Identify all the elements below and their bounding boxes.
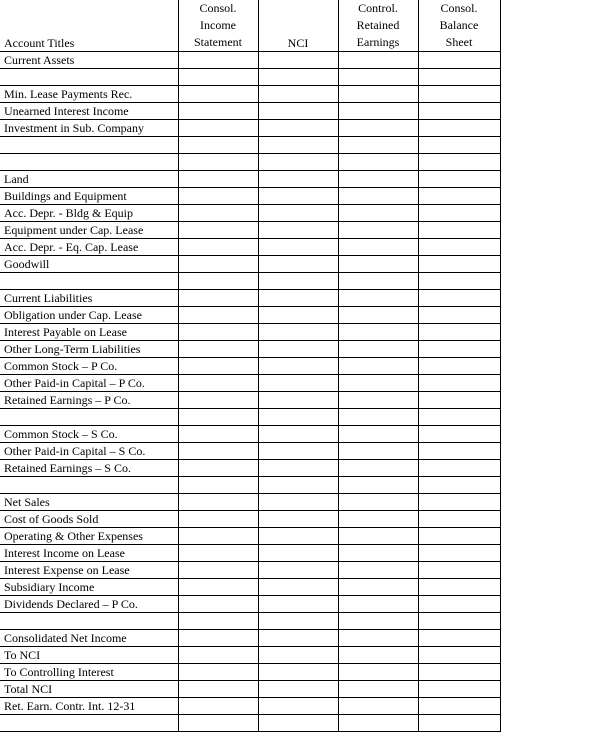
table-row bbox=[0, 188, 500, 205]
consol-balance-sheet-cell bbox=[418, 103, 500, 120]
nci-cell bbox=[258, 103, 338, 120]
consol-balance-sheet-cell bbox=[418, 698, 500, 715]
nci-cell bbox=[258, 239, 338, 256]
table-row bbox=[0, 239, 500, 256]
nci-cell bbox=[258, 324, 338, 341]
control-retained-earnings-cell bbox=[338, 375, 418, 392]
control-retained-earnings-cell bbox=[338, 579, 418, 596]
control-retained-earnings-cell bbox=[338, 324, 418, 341]
control-retained-earnings-cell bbox=[338, 341, 418, 358]
consol-balance-sheet-cell bbox=[418, 273, 500, 290]
control-retained-earnings-cell bbox=[338, 409, 418, 426]
account-title-cell bbox=[0, 154, 178, 171]
control-retained-earnings-cell bbox=[338, 154, 418, 171]
account-title-cell: Common Stock – P Co. bbox=[0, 358, 178, 375]
control-retained-earnings-cell bbox=[338, 392, 418, 409]
consol-income-statement-cell bbox=[178, 137, 258, 154]
control-retained-earnings-cell bbox=[338, 596, 418, 613]
nci-cell bbox=[258, 681, 338, 698]
control-retained-earnings-cell bbox=[338, 273, 418, 290]
header-line: Consol. bbox=[199, 1, 237, 15]
table-row bbox=[0, 222, 500, 239]
consol-income-statement-cell bbox=[178, 52, 258, 69]
header-control-retained-earnings bbox=[338, 0, 418, 52]
nci-cell bbox=[258, 52, 338, 69]
table-row bbox=[0, 341, 500, 358]
consol-balance-sheet-cell bbox=[418, 477, 500, 494]
consol-balance-sheet-cell bbox=[418, 205, 500, 222]
control-retained-earnings-cell bbox=[338, 358, 418, 375]
account-title-cell: Obligation under Cap. Lease bbox=[0, 307, 178, 324]
consol-income-statement-cell bbox=[178, 647, 258, 664]
account-title-cell: Ret. Earn. Contr. Int. 12-31 bbox=[0, 698, 178, 715]
nci-cell bbox=[258, 307, 338, 324]
consol-income-statement-cell bbox=[178, 222, 258, 239]
control-retained-earnings-cell bbox=[338, 171, 418, 188]
account-title-cell: Interest Income on Lease bbox=[0, 545, 178, 562]
consol-income-statement-cell bbox=[178, 630, 258, 647]
consol-income-statement-cell bbox=[178, 426, 258, 443]
control-retained-earnings-cell bbox=[338, 681, 418, 698]
consol-balance-sheet-cell bbox=[418, 596, 500, 613]
table-row bbox=[0, 375, 500, 392]
consol-income-statement-cell bbox=[178, 239, 258, 256]
table-row bbox=[0, 698, 500, 715]
control-retained-earnings-cell bbox=[338, 86, 418, 103]
control-retained-earnings-cell bbox=[338, 426, 418, 443]
consol-balance-sheet-cell bbox=[418, 460, 500, 477]
nci-cell bbox=[258, 69, 338, 86]
table-row bbox=[0, 477, 500, 494]
control-retained-earnings-cell bbox=[338, 52, 418, 69]
table-row bbox=[0, 171, 500, 188]
control-retained-earnings-cell bbox=[338, 460, 418, 477]
control-retained-earnings-cell bbox=[338, 630, 418, 647]
account-title-cell bbox=[0, 137, 178, 154]
table-row bbox=[0, 613, 500, 630]
consol-income-statement-cell bbox=[178, 188, 258, 205]
consol-balance-sheet-cell bbox=[418, 290, 500, 307]
table-row bbox=[0, 205, 500, 222]
nci-cell bbox=[258, 392, 338, 409]
header-nci: NCI bbox=[258, 0, 338, 52]
account-title-cell: Retained Earnings – P Co. bbox=[0, 392, 178, 409]
consol-balance-sheet-cell bbox=[418, 494, 500, 511]
control-retained-earnings-cell bbox=[338, 528, 418, 545]
nci-cell bbox=[258, 358, 338, 375]
consol-balance-sheet-cell bbox=[418, 511, 500, 528]
consol-balance-sheet-cell bbox=[418, 579, 500, 596]
consol-income-statement-cell bbox=[178, 273, 258, 290]
consol-income-statement-cell bbox=[178, 511, 258, 528]
header-consol-balance-sheet bbox=[418, 0, 500, 52]
consol-balance-sheet-cell bbox=[418, 307, 500, 324]
table-row bbox=[0, 511, 500, 528]
account-title-cell: Cost of Goods Sold bbox=[0, 511, 178, 528]
account-title-cell: Other Paid-in Capital – P Co. bbox=[0, 375, 178, 392]
consol-balance-sheet-cell bbox=[418, 613, 500, 630]
table-row bbox=[0, 154, 500, 171]
account-title-cell: Dividends Declared – P Co. bbox=[0, 596, 178, 613]
consol-balance-sheet-cell bbox=[418, 324, 500, 341]
control-retained-earnings-cell bbox=[338, 222, 418, 239]
consol-balance-sheet-cell bbox=[418, 154, 500, 171]
consol-income-statement-cell bbox=[178, 154, 258, 171]
consol-income-statement-cell bbox=[178, 579, 258, 596]
table-row bbox=[0, 681, 500, 698]
nci-cell bbox=[258, 647, 338, 664]
consol-income-statement-cell bbox=[178, 562, 258, 579]
nci-cell bbox=[258, 698, 338, 715]
table-row bbox=[0, 324, 500, 341]
nci-cell bbox=[258, 630, 338, 647]
nci-cell bbox=[258, 511, 338, 528]
consol-income-statement-cell bbox=[178, 613, 258, 630]
account-title-cell: Common Stock – S Co. bbox=[0, 426, 178, 443]
account-title-cell: Net Sales bbox=[0, 494, 178, 511]
consol-income-statement-cell bbox=[178, 681, 258, 698]
consol-balance-sheet-cell bbox=[418, 409, 500, 426]
consol-balance-sheet-cell bbox=[418, 188, 500, 205]
account-title-cell: Interest Expense on Lease bbox=[0, 562, 178, 579]
account-title-cell bbox=[0, 409, 178, 426]
control-retained-earnings-cell bbox=[338, 69, 418, 86]
consol-income-statement-cell bbox=[178, 324, 258, 341]
control-retained-earnings-cell bbox=[338, 494, 418, 511]
account-title-cell bbox=[0, 477, 178, 494]
nci-cell bbox=[258, 154, 338, 171]
consol-income-statement-cell bbox=[178, 307, 258, 324]
table-row bbox=[0, 460, 500, 477]
control-retained-earnings-cell bbox=[338, 239, 418, 256]
consol-income-statement-cell bbox=[178, 443, 258, 460]
account-title-cell: Total NCI bbox=[0, 681, 178, 698]
account-title-cell: Acc. Depr. - Eq. Cap. Lease bbox=[0, 239, 178, 256]
account-title-cell: Equipment under Cap. Lease bbox=[0, 222, 178, 239]
header-line: Income bbox=[200, 18, 236, 32]
account-title-cell bbox=[0, 69, 178, 86]
control-retained-earnings-cell bbox=[338, 443, 418, 460]
nci-cell bbox=[258, 86, 338, 103]
table-row bbox=[0, 103, 500, 120]
nci-cell bbox=[258, 494, 338, 511]
consol-balance-sheet-cell bbox=[418, 664, 500, 681]
nci-cell bbox=[258, 562, 338, 579]
account-title-cell bbox=[0, 273, 178, 290]
consol-income-statement-cell bbox=[178, 290, 258, 307]
nci-cell bbox=[258, 545, 338, 562]
control-retained-earnings-cell bbox=[338, 205, 418, 222]
nci-cell bbox=[258, 664, 338, 681]
consol-income-statement-cell bbox=[178, 460, 258, 477]
consol-income-statement-cell bbox=[178, 545, 258, 562]
table-row bbox=[0, 69, 500, 86]
nci-cell bbox=[258, 409, 338, 426]
account-title-cell: To NCI bbox=[0, 647, 178, 664]
consol-income-statement-cell bbox=[178, 86, 258, 103]
consol-balance-sheet-cell bbox=[418, 715, 500, 732]
account-title-cell: Other Long-Term Liabilities bbox=[0, 341, 178, 358]
nci-cell bbox=[258, 596, 338, 613]
header-row bbox=[0, 0, 500, 52]
nci-cell bbox=[258, 579, 338, 596]
nci-cell bbox=[258, 205, 338, 222]
table-row bbox=[0, 137, 500, 154]
nci-cell bbox=[258, 120, 338, 137]
account-title-cell: Unearned Interest Income bbox=[0, 103, 178, 120]
nci-cell bbox=[258, 715, 338, 732]
table-row bbox=[0, 664, 500, 681]
consol-balance-sheet-cell bbox=[418, 222, 500, 239]
control-retained-earnings-cell bbox=[338, 137, 418, 154]
consol-income-statement-cell bbox=[178, 358, 258, 375]
control-retained-earnings-cell bbox=[338, 647, 418, 664]
consol-balance-sheet-cell bbox=[418, 375, 500, 392]
consol-balance-sheet-cell bbox=[418, 69, 500, 86]
consol-balance-sheet-cell bbox=[418, 681, 500, 698]
consol-income-statement-cell bbox=[178, 103, 258, 120]
control-retained-earnings-cell bbox=[338, 477, 418, 494]
table-row bbox=[0, 562, 500, 579]
consol-balance-sheet-cell bbox=[418, 358, 500, 375]
control-retained-earnings-cell bbox=[338, 664, 418, 681]
nci-cell bbox=[258, 375, 338, 392]
nci-cell bbox=[258, 613, 338, 630]
table-row bbox=[0, 307, 500, 324]
table-row bbox=[0, 290, 500, 307]
table-row bbox=[0, 52, 500, 69]
header-line: Statement bbox=[194, 35, 242, 49]
consol-balance-sheet-cell bbox=[418, 426, 500, 443]
header-line: Control. bbox=[358, 1, 398, 15]
control-retained-earnings-cell bbox=[338, 715, 418, 732]
consol-income-statement-cell bbox=[178, 528, 258, 545]
account-title-cell: Acc. Depr. - Bldg & Equip bbox=[0, 205, 178, 222]
worksheet-body bbox=[0, 52, 500, 732]
control-retained-earnings-cell bbox=[338, 120, 418, 137]
consol-income-statement-cell bbox=[178, 409, 258, 426]
consol-balance-sheet-cell bbox=[418, 120, 500, 137]
header-line: Earnings bbox=[356, 35, 400, 49]
consol-balance-sheet-cell bbox=[418, 341, 500, 358]
control-retained-earnings-cell bbox=[338, 562, 418, 579]
nci-cell bbox=[258, 528, 338, 545]
account-title-cell: Min. Lease Payments Rec. bbox=[0, 86, 178, 103]
consol-balance-sheet-cell bbox=[418, 443, 500, 460]
account-title-cell: Current Liabilities bbox=[0, 290, 178, 307]
header-account-titles: Account Titles bbox=[0, 0, 178, 52]
consol-income-statement-cell bbox=[178, 375, 258, 392]
consol-balance-sheet-cell bbox=[418, 562, 500, 579]
control-retained-earnings-cell bbox=[338, 188, 418, 205]
consol-income-statement-cell bbox=[178, 477, 258, 494]
header-line: Retained bbox=[356, 18, 400, 32]
nci-cell bbox=[258, 290, 338, 307]
consol-income-statement-cell bbox=[178, 596, 258, 613]
nci-cell bbox=[258, 477, 338, 494]
control-retained-earnings-cell bbox=[338, 511, 418, 528]
consol-income-statement-cell bbox=[178, 392, 258, 409]
nci-cell bbox=[258, 273, 338, 290]
control-retained-earnings-cell bbox=[338, 307, 418, 324]
consol-income-statement-cell bbox=[178, 664, 258, 681]
table-row bbox=[0, 426, 500, 443]
account-title-cell: Current Assets bbox=[0, 52, 178, 69]
account-title-cell bbox=[0, 613, 178, 630]
consol-balance-sheet-cell bbox=[418, 392, 500, 409]
nci-cell bbox=[258, 443, 338, 460]
table-row bbox=[0, 392, 500, 409]
account-title-cell: Other Paid-in Capital – S Co. bbox=[0, 443, 178, 460]
table-row bbox=[0, 545, 500, 562]
header-line: Sheet bbox=[445, 35, 473, 49]
table-row bbox=[0, 443, 500, 460]
control-retained-earnings-cell bbox=[338, 545, 418, 562]
account-title-cell: Retained Earnings – S Co. bbox=[0, 460, 178, 477]
table-row bbox=[0, 715, 500, 732]
table-row bbox=[0, 409, 500, 426]
account-title-cell: Subsidiary Income bbox=[0, 579, 178, 596]
table-row bbox=[0, 647, 500, 664]
consol-income-statement-cell bbox=[178, 120, 258, 137]
table-row bbox=[0, 494, 500, 511]
nci-cell bbox=[258, 256, 338, 273]
table-row bbox=[0, 596, 500, 613]
consol-income-statement-cell bbox=[178, 171, 258, 188]
account-title-cell: To Controlling Interest bbox=[0, 664, 178, 681]
consol-income-statement-cell bbox=[178, 715, 258, 732]
consol-income-statement-cell bbox=[178, 698, 258, 715]
consol-balance-sheet-cell bbox=[418, 630, 500, 647]
control-retained-earnings-cell bbox=[338, 256, 418, 273]
control-retained-earnings-cell bbox=[338, 290, 418, 307]
consol-income-statement-cell bbox=[178, 256, 258, 273]
account-title-cell: Interest Payable on Lease bbox=[0, 324, 178, 341]
account-title-cell bbox=[0, 715, 178, 732]
account-title-cell: Goodwill bbox=[0, 256, 178, 273]
table-row bbox=[0, 579, 500, 596]
consol-balance-sheet-cell bbox=[418, 171, 500, 188]
consol-balance-sheet-cell bbox=[418, 647, 500, 664]
nci-cell bbox=[258, 137, 338, 154]
nci-cell bbox=[258, 188, 338, 205]
table-row bbox=[0, 273, 500, 290]
consol-balance-sheet-cell bbox=[418, 528, 500, 545]
consol-income-statement-cell bbox=[178, 205, 258, 222]
consol-balance-sheet-cell bbox=[418, 545, 500, 562]
account-title-cell: Land bbox=[0, 171, 178, 188]
table-row bbox=[0, 630, 500, 647]
control-retained-earnings-cell bbox=[338, 613, 418, 630]
consol-balance-sheet-cell bbox=[418, 239, 500, 256]
table-row bbox=[0, 358, 500, 375]
consol-balance-sheet-cell bbox=[418, 86, 500, 103]
consol-income-statement-cell bbox=[178, 69, 258, 86]
table-row bbox=[0, 86, 500, 103]
header-line: Consol. bbox=[440, 1, 478, 15]
nci-cell bbox=[258, 171, 338, 188]
consol-income-statement-cell bbox=[178, 494, 258, 511]
nci-cell bbox=[258, 460, 338, 477]
table-row bbox=[0, 528, 500, 545]
nci-cell bbox=[258, 341, 338, 358]
consol-balance-sheet-cell bbox=[418, 256, 500, 273]
table-row bbox=[0, 120, 500, 137]
nci-cell bbox=[258, 222, 338, 239]
consol-balance-sheet-cell bbox=[418, 137, 500, 154]
account-title-cell: Buildings and Equipment bbox=[0, 188, 178, 205]
account-title-cell: Operating & Other Expenses bbox=[0, 528, 178, 545]
consol-income-statement-cell bbox=[178, 341, 258, 358]
control-retained-earnings-cell bbox=[338, 103, 418, 120]
table-row bbox=[0, 256, 500, 273]
nci-cell bbox=[258, 426, 338, 443]
header-line: Balance bbox=[439, 18, 479, 32]
account-title-cell: Investment in Sub. Company bbox=[0, 120, 178, 137]
account-title-cell: Consolidated Net Income bbox=[0, 630, 178, 647]
control-retained-earnings-cell bbox=[338, 698, 418, 715]
consol-balance-sheet-cell bbox=[418, 52, 500, 69]
header-consol-income-statement bbox=[178, 0, 258, 52]
